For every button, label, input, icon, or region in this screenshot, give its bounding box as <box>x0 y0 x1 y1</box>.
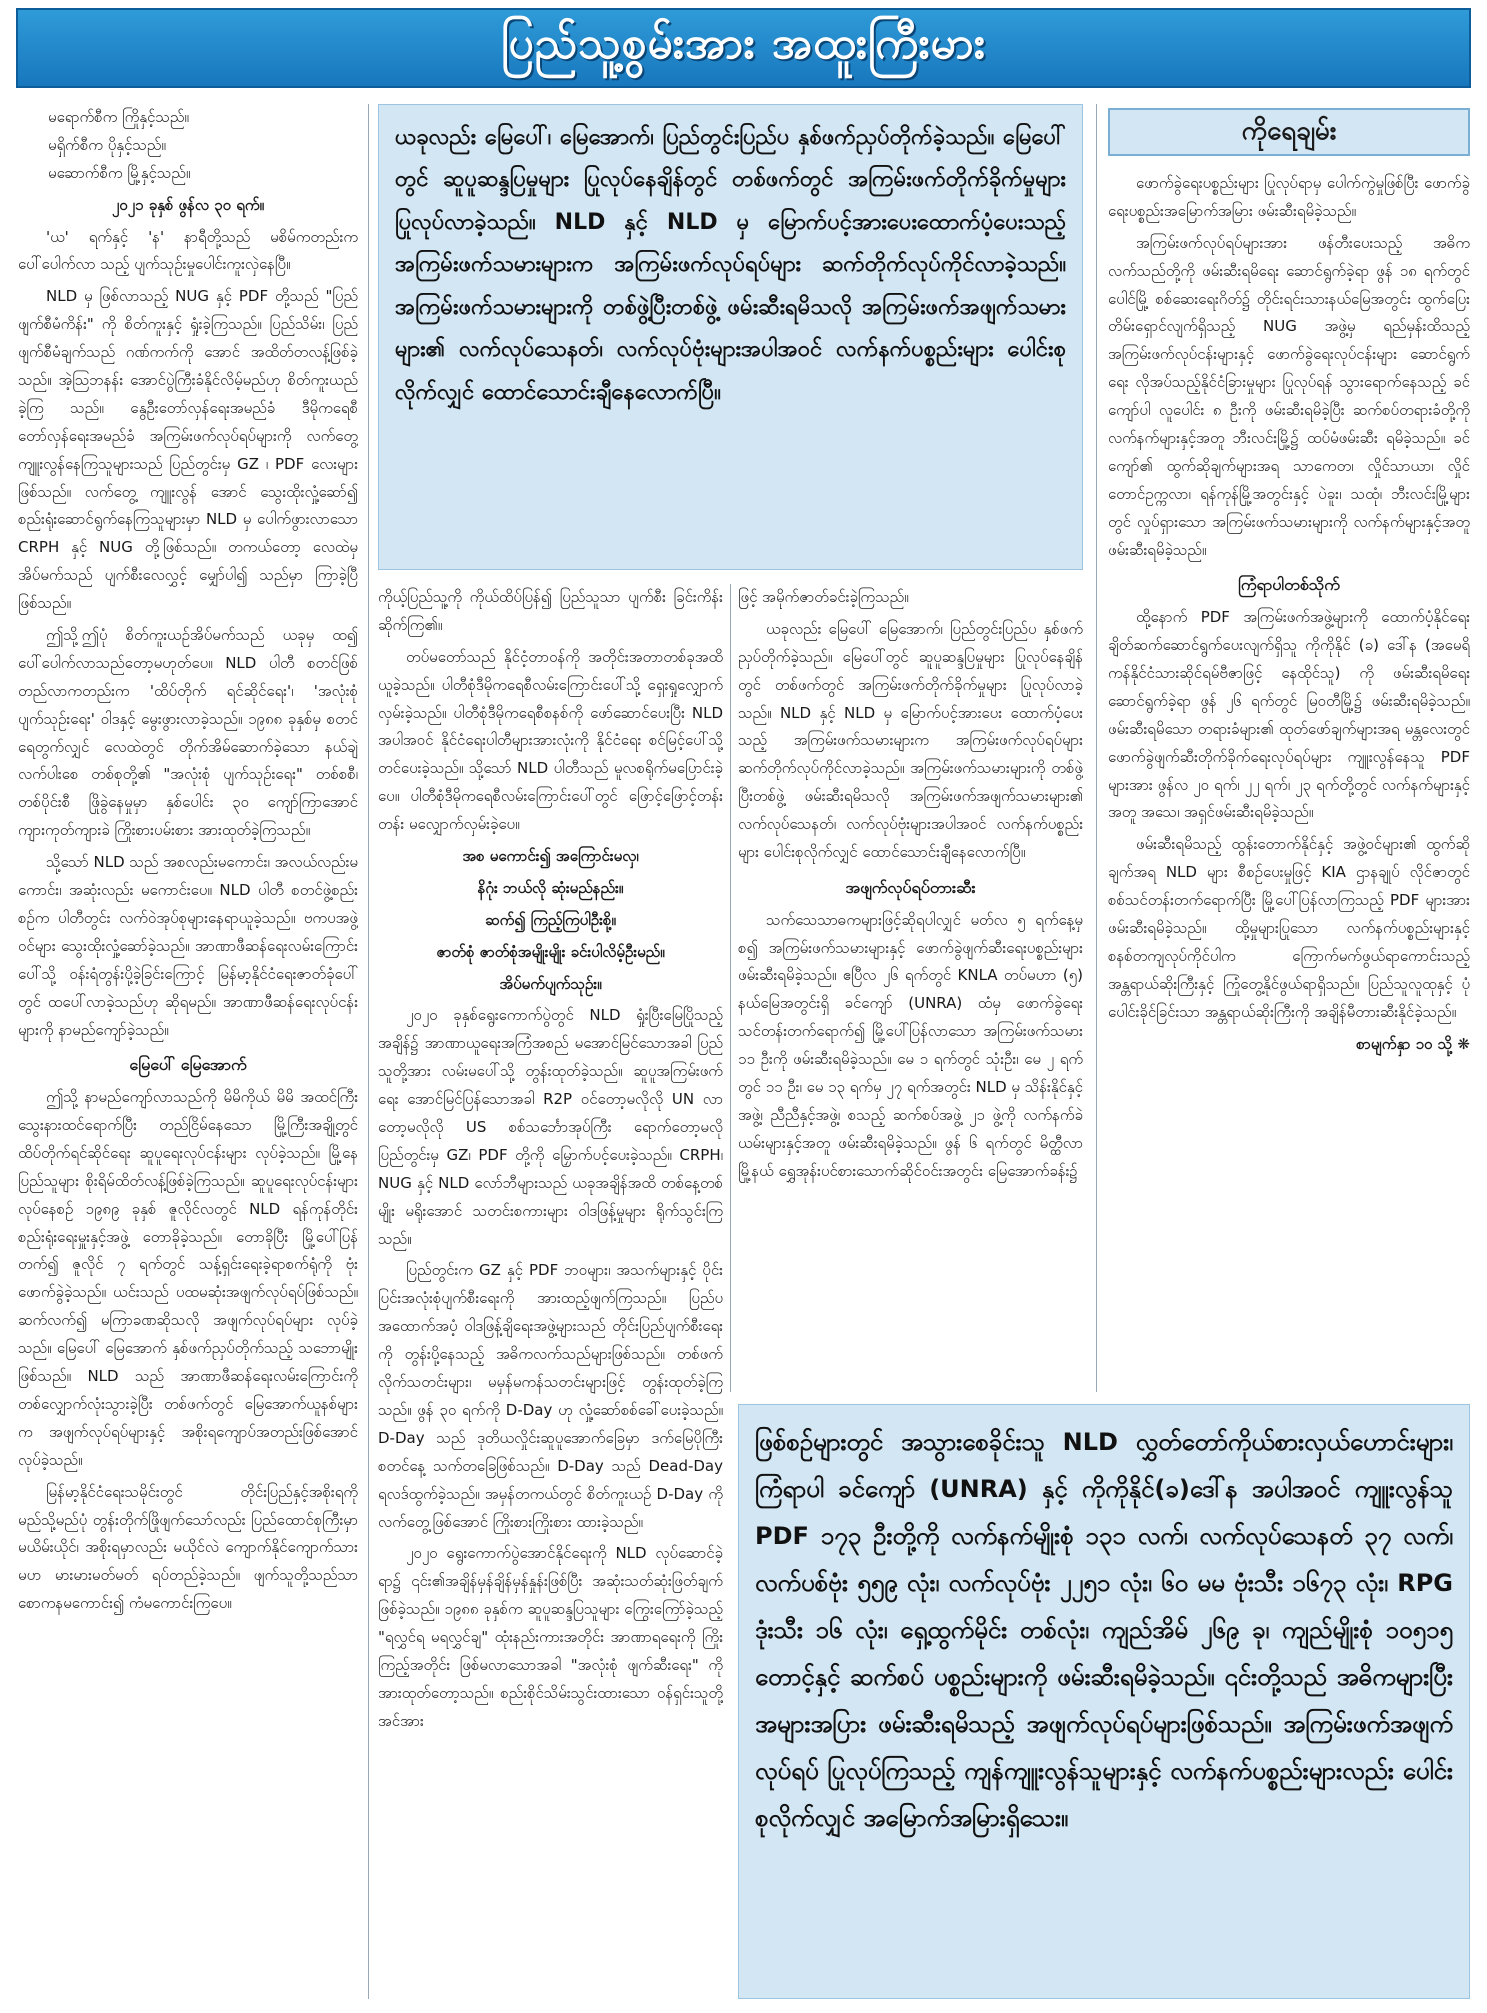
paragraph: သက်သေသာဓကများဖြင့်ဆိုရပါလျှင် မတ်လ ၅ ရက်နေ့မှစ၍ အကြမ်းဖက်သမားများနှင့် ဖောက်ခွဲဖျက်ဆီးရေးပစ္စည်းများ ဖမ်းဆီးရမိခဲ့သည်။ ဧပြီလ ၂၆ ရက်တွင် KNLA တပ်မဟာ (၅) နယ်မြေအတွင်းရှိ ခင်ကျော် (UNRA) ထံမှ ဖောက်ခွဲရေးသင်တန်းတက်ရောက်၍ မြို့ပေါ်ပြန်လာသော အကြမ်းဖက်သမား ၁၁ ဦးကို ဖမ်းဆီးရမိခဲ့သည်။ မေ ၁ ရက်တွင် သုံးဦး၊ မေ ၂ ရက်တွင် ၁၁ ဦး၊ မေ ၁၃ ရက်မှ ၂၇ ရက်အတွင်း NLD မှ သိန်းနိုင်နှင့်အဖွဲ့၊ ညီညီနှင့်အဖွဲ့၊ စသည့် ဆက်စပ်အဖွဲ့ ၂၁ ဖွဲ့ကို လက်နက်ခဲယမ်းများနှင့်အတူ ဖမ်းဆီးရမိခဲ့သည်။ ဖွန် ၆ ရက်တွင် မိတ္ထီလာမြို့နယ် ရွှေအုန်းပင်စားသောက်ဆိုင်ဝင်းအတွင်း မြေအောက်ခန်း၌ <box>738 910 1083 1180</box>
verse-line: ဆက်၍ ကြည့်ကြပါဦးစို့။ <box>485 910 616 929</box>
paragraph: အကြမ်းဖက်လုပ်ရပ်များအား ဖန်တီးပေးသည့် အဓိကလက်သည်တို့ကို ဖမ်းဆီးရမိရေး ဆောင်ရွက်ခဲ့ရာ ဖွန် ၁၈ ရက်တွင် ပေါင်မြို့ စစ်ဆေးရေးဂိတ်၌ တိုင်းရင်းသားနယ်မြေအတွင်း ထွက်ပြေးတိမ်းရှောင်လျက်ရှိသည့် NUG အဖွဲ့မှ ရည်မှန်းထိသည့် အကြမ်းဖက်လုပ်ငန်းများနှင့် ဖောက်ခွဲရေးလုပ်ငန်းများ ဆောင်ရွက်ရေး လိုအပ်သည့်နိုင်ငံခြားမှုများ ပြုလုပ်ရန် သွားရောက်နေသည့် ခင်ကျော်ပါ လူပေါင်း ၈ ဦးကို ဖမ်းဆီးရမိခဲ့ပြီး ဆက်စပ်တရားခံတို့ကို လက်နက်များနှင့်အတူ ဘီးလင်းမြို့၌ ထပ်မံဖမ်းဆီး ရမိခဲ့သည်။ ခင်ကျော်၏ ထွက်ဆိုချက်များအရ သာကေတ၊ လှိုင်သာယာ၊ လှိုင် တောင်ဥက္ကလာ၊ ရန်ကုန်မြို့အတွင်းနှင့် ပဲခူး၊ သထုံ၊ ဘီးလင်းမြို့များတွင် လှုပ်ရှားသော အကြမ်းဖက်သမားများကို လက်နက်များနှင့်အတူ ဖမ်းဆီးရမိခဲ့သည်။ <box>1108 233 1470 559</box>
article-date: ၂၀၂၁ ခုနှစ် ဖွန်လ ၃၀ ရက်။ <box>111 195 265 214</box>
column-divider <box>730 584 731 1392</box>
paragraph: ၂၀၂၀ ခုနှစ်ရွေးကောက်ပွဲတွင် NLD ရှုံးပြီးမြေပြိုသည့်အချိန်၌ အာဏာယူရေးအကြံအစည် မအောင်မြင်သောအခါ ပြည်သူတို့အား လမ်းမပေါ်သို့ တွန်းထုတ်ခဲ့သည်။ ဆူပူအကြမ်းဖက်ရေး အောင်မြင်ပြန်သောအခါ R2P ဝင်တော့မလိုလို UN လာတော့မလိုလို US စစ်သင်္ဘောအုပ်ကြီး ရောက်တော့မလို ပြည်တွင်းမှ GZ၊ PDF တို့ကို မြှောက်ပင့်ပေးခဲ့သည်။ CRPH၊ NUG နှင့် NLD လော်ဘီများသည် ယခုအချိန်အထိ တစ်နေ့တစ်မျိုး မရိုးအောင် သတင်းစကားများ ဝါဒဖြန့်မှုများ ရိုက်သွင်းကြသည်။ <box>378 1006 723 1248</box>
verse-line: မရှိက်စီက ပိုနှင့်သည်။ <box>48 135 166 154</box>
subheading: ကြံရာပါတစ်သိုက် <box>1238 575 1340 595</box>
continued-on-page: စာမျက်နှာ ၁၀ သို့ ❋ <box>1356 1034 1470 1053</box>
paragraph: ဖမ်းဆီးရမိသည့် ထွန်းတောက်နိုင်နှင့် အဖွဲ့ဝင်များ၏ ထွက်ဆိုချက်အရ NLD များ စီစဉ်ပေးမှုဖြင့် KIA ဌာနချုပ် လိုင်ဇာတွင် စစ်သင်တန်းတက်ရောက်ပြီး မြို့ပေါ်ပြန်လာကြသည့် PDF များအား ဖမ်းဆီးရမိခဲ့သည်။ ထို့မှုများပြုသော လက်နက်ပစ္စည်းများနှင့် စနစ်တကျလုပ်ကိုင်ပါက ကြောက်မက်ဖွယ်ရာကောင်းသည့် အန္တရာယ်ဆိုးကြီးနှင့် ကြုံတွေ့နိုင်ဖွယ်ရာရှိသည်။ ပြည်သူလူထုနှင့် ပုံပေါင်းခိုင်ခြင်းသာ အန္တရာယ်ဆိုးကြီးကို အချိန်မီတားဆီးနိုင်ခဲ့သည်။ <box>1108 835 1470 1021</box>
author-name: ကိုရေချမ်း <box>1241 115 1337 146</box>
headline-title: ပြည်သူ့စွမ်းအား အထူးကြီးမား <box>501 18 986 69</box>
verse-line: ဇာတ်စုံ ဇာတ်စုံအမျိုးမျိုး ခင်းပါလိမ့်ဦးမည်။ <box>436 942 665 961</box>
article-column-4 <box>1108 170 1470 1385</box>
paragraph: ဤသို့ နာမည်ကျော်လာသည်ကို မိမိကိုယ် မိမိ အထင်ကြီး သွေးနားထင်ရောက်ပြီး တည်ငြိမ်နေသော မြို့ကြီးအချို့တွင် ထိပ်တိုက်ရင်ဆိုင်ရေး ဆူပူရေးလုပ်ငန်းများ လုပ်ခဲ့သည်။ မြို့နေပြည်သူများ စိုးရိမ်ထိတ်လန့်ဖြစ်ခဲ့ကြသည်။ ဆူပူရေးလုပ်ငန်းများလုပ်နေစဉ် ၁၉၈၉ ခုနှစ် ဇူလိုင်လတွင် NLD ရန်ကုန်တိုင်းစည်းရုံးရေးမှူးနှင့်အဖွဲ့ တောခိုခဲ့သည်။ တောခိုပြီး မြို့ပေါ်ပြန်တက်၍ ဇူလိုင် ၇ ရက်တွင် သန့်ရှင်းရေးခဲ့ရာစက်ရုံကို ဗုံးဖောက်ခွဲခဲ့သည်။ ယင်းသည် ပထမဆုံးအဖျက်လုပ်ရပ်ဖြစ်သည်။ ဆက်လက်၍ မကြာခဏဆိုသလို အဖျက်လုပ်ရပ်များ လုပ်ခဲ့သည်။ မြေပေါ် မြေအောက် နှစ်ဖက်ညှပ်တိုက်သည့် သဘောမျိုးဖြစ်သည်။ NLD သည် အာဏာဖီဆန်ရေးလမ်းကြောင်းကို တစ်လျှောက်လုံးသွားခဲ့ပြီး တစ်ဖက်တွင် မြေအောက်ယူနစ်များက အဖျက်လုပ်ရပ်များနှင့် အစိုးရကျောပ်အတည်းဖြစ်အောင် လုပ်ခဲ့သည်။ <box>18 1088 358 1469</box>
callout-text: ဖြစ်စဉ်များတွင် အသွားစေခိုင်းသူ NLD လွှတ်တော်ကိုယ်စားလှယ်ဟောင်းများ၊ ကြံရာပါ ခင်ကျော် (UNRA) နှင့် ကိုကိုနိုင်(ခ)ဒေါ်န အပါအဝင် ကျူးလွန်သူ PDF ၁၇၃ ဦးတို့ကို လက်နက်မျိုးစုံ ၁၃၁ လက်၊ လက်လုပ်သေနတ် ၃၇ လက်၊ လက်ပစ်ဗုံး ၅၅၉ လုံး၊ လက်လုပ်ဗုံး ၂၂၅၁ လုံး၊ ၆၀ မမ ဗုံးသီး ၁၆၇၃ လုံး၊ RPG ဒုံးသီး ၁၆ လုံး၊ ရှေ့ထွက်မိုင်း တစ်လုံး၊ ကျည်အိမ် ၂၆၉ ခု၊ ကျည်မျိုးစုံ ၁၀၅၁၅ တောင့်နှင့် ဆက်စပ် ပစ္စည်းများကို ဖမ်းဆီးရမိခဲ့သည်။ ၎င်းတို့သည် အဓိကများပြီး အများအပြား ဖမ်းဆီးရမိသည့် အဖျက်လုပ်ရပ်များဖြစ်သည်။ အကြမ်းဖက်အဖျက်လုပ်ရပ် ပြုလုပ်ကြသည့် ကျန်ကျူးလွန်သူများနှင့် လက်နက်ပစ္စည်းများလည်း ပေါင်းစုလိုက်လျှင် အမြောက်အမြားရှိသေး။ <box>755 1428 1453 1833</box>
paragraph: သို့သော် NLD သည် အစလည်းမကောင်း၊ အလယ်လည်းမကောင်း၊ အဆုံးလည်း မကောင်းပေ။ NLD ပါတီ စတင်ဖွဲ့စည်းစဉ်က ပါတီတွင်း လက်ဝဲအုပ်စုများနေရာယူခဲ့သည်။ ဗကပအဖွဲ့ဝင်များ သွေးထိုးလှုံ့ဆော်ခဲ့သည်။ အာဏာဖီဆန်ရေးလမ်းကြောင်းပေါ်သို့ ဝန်းရံတွန်းပို့ခဲ့ခြင်းကြောင့် မြန်မာ့နိုင်ငံရေးဇာတ်ခုံပေါ်တွင် ထပေါ်လာခဲ့သည်ဟု ဆိုရမည်။ အာဏာဖီဆန်ရေးလုပ်ငန်းများကို နာမည်ကျော်ခဲ့သည်။ <box>18 853 358 1039</box>
verse-line: မဆောက်စီက မြို့နှင့်သည်။ <box>48 163 191 182</box>
article-column-3 <box>738 584 1083 1392</box>
paragraph: ယခုလည်း မြေပေါ် မြေအောက်၊ ပြည်တွင်းပြည်ပ နှစ်ဖက်ညှပ်တိုက်ခဲ့သည်။ မြေပေါ်တွင် ဆူပူဆန္ဒပြမှုများ ပြုလုပ်နေချိန်တွင် တစ်ဖက်တွင် အကြမ်းဖက်တိုက်ခိုက်မှုများ ပြုလုပ်လာခဲ့သည်။ NLD နှင့် NLD မှ မြောက်ပင့်အားပေး ထောက်ပံ့ပေးသည့် အကြမ်းဖက်သမားများက အကြမ်းဖက်လုပ်ရပ်များ ဆက်တိုက်လုပ်ကိုင်လာခဲ့သည်။ အကြမ်းဖက်သမားများကို တစ်ဖွဲ့ပြီးတစ်ဖွဲ့ ဖမ်းဆီးရမိသလို အကြမ်းဖက်အဖျက်သမားများ၏ လက်လုပ်သေနတ်၊ လက်လုပ်ဗုံးများအပါအဝင် လက်နက်ပစ္စည်းများ ပေါင်းစုလိုက်လျှင် ထောင်သောင်းချီနေလောက်ပြီ။ <box>738 619 1083 862</box>
verse-line: နိဂုံး ဘယ်လို ဆုံးမည်နည်း။ <box>477 878 624 897</box>
paragraph: ၂၀၂၀ ရွေးကောက်ပွဲအောင်နိုင်ရေးကို NLD လုပ်ဆောင်ခဲ့ရာ၌ ၎င်း၏အချိန်မှန်ချိန်မှန်နှုန်းဖြစ်ပြီး အဆုံးသတ်ဆုံးဖြတ်ချက် ဖြစ်ခဲ့သည်။ ၁၉၈၈ ခုနှစ်က ဆူပူဆန္ဒပြသူများ ကြွေးကြော်ခဲ့သည့် "ရလွှင်ရ မရလွှင်ချ" ထုံးနည်းကားအတိုင်း အာဏာရရေးကို ကြိုးကြည့်အတိုင်း ဖြစ်မလာသောအခါ "အလုံးစုံ ဖျက်ဆီးရေး" ကို အားထုတ်တော့သည်။ စည်းစိုင်သိမ်းသွင်းထားသော ဝန်ရှင်းသူတို့အင်အား <box>378 1544 723 1730</box>
paragraph: ဤသို့ဤပုံ စိတ်ကူးယဉ်အိပ်မက်သည် ယခုမှ ထ၍ ပေါ်ပေါက်လာသည်တော့မဟုတ်ပေ။ NLD ပါတီ စတင်ဖြစ်တည်လာကတည်းက 'ထိပ်တိုက် ရင်ဆိုင်ရေး'၊ 'အလုံးစုံပျက်သုဉ်းရေး' ဝါဒနှင့် မွေးဖွားလာခဲ့သည်။ ၁၉၈၈ ခုနှစ်မှ စတင်ရေတွက်လျှင် လေထဲတွင် တိုက်အိမ်ဆောက်ခဲ့သော နယ်ချဲ့ လက်ပါးစေ တစ်စုတို့၏ "အလုံးစုံ ပျက်သုဉ်းရေး" တစ်စစီ၊ တစ်ပိုင်းစီ ဖြိုခွဲနေမှုမှာ နှစ်ပေါင်း ၃၀ ကျော်ကြာအောင် ကျားကုတ်ကျားခဲ ကြိုးစားပမ်းစား အားထုတ်ခဲ့ကြသည်။ <box>18 626 358 840</box>
article-column-2 <box>378 584 723 1999</box>
paragraph: 'ယ' ရက်နှင့် 'န' နာရီတို့သည် မစိမ်ကတည်းက ပေါ်ပေါက်လာ သည့် ပျက်သုဉ်းမှုပေါင်းကူးလှဲနေပြီ။ <box>18 227 358 274</box>
paragraph: တပ်မတော်သည် နိုင်ငံ့တာဝန်ကို အတိုင်းအတာတစ်ခုအထိ ယူခဲ့သည်။ ပါတီစုံဒီမိုကရေစီလမ်းကြောင်းပေါ်သို့ ရှေးရှုလျှောက်လှမ်းခဲ့သည်။ ပါတီစုံဒီမိုကရေစီစနစ်ကို ဖော်ဆောင်ပေးပြီး NLD အပါအဝင် နိုင်ငံရေးပါတီများအားလုံးကို နိုင်ငံရေး စင်မြင့်ပေါ်သို့ တင်ပေးခဲ့သည်။ သို့သော် NLD ပါတီသည် မူလစရိုက်မပြောင်းခဲ့ပေ။ ပါတီစုံဒီမိုကရေစီလမ်းကြောင်းပေါ်တွင် ဖြောင့်ဖြောင့်တန်းတန်း မလျှောက်လှမ်းခဲ့ပေ။ <box>378 647 723 834</box>
paragraph: NLD မှ ဖြစ်လာသည့် NUG နှင့် PDF တို့သည် "ပြည်ဖျက်စီမံကိန်း" ကို စိတ်ကူးနှင့် ရှုံးခဲ့ကြသည်။ ပြည်သိမ်း၊ ပြည်ဖျက်စီမံချက်သည် ဂဏ်ကက်ကို အောင် အထိတ်တလန့်ဖြစ်ခဲ့သည်။ အဲ့ဩဘနန်း အောင်ပွဲကြီးခံနိုင်လိမ့်မည်ဟု စိတ်ကူးယည်ခဲ့ကြ သည်။ နွေဦးတော်လှန်ရေးအမည်ခံ ဒီမိုကရေစီတော်လှန်ရေးအမည်ခံ အကြမ်းဖက်လုပ်ရပ်များကို လက်တွေ့ ကျူးလွန်နေကြသူများသည် ပြည်တွင်းမှ GZ ၊ PDF လေးများဖြစ်သည်။ လက်တွေ့ ကျူးလွန် အောင် သွေးထိုးလှုံ့ဆော်၍ စည်းရုံးဆောင်ရွက်နေကြသူများမှာ NLD မှ ပေါက်ဖွားလာသော CRPH နှင့် NUG တို့ဖြစ်သည်။ တကယ်တော့ လေထဲမှ အိပ်မက်သည် ပျက်စီးလေလွှင့် မျှော်ပါ၍ သည်မှာ ကြာခဲ့ပြီဖြစ်သည်။ <box>18 287 358 613</box>
lead-summary-box <box>378 104 1083 570</box>
opening-verse <box>18 104 358 188</box>
verse-line: မရောက်စီက ကြိုနှင့်သည်။ <box>48 108 189 126</box>
headline-banner <box>16 8 1471 88</box>
article-column-1 <box>18 104 358 1999</box>
verse-line: အိပ်မက်ပျက်သုဉ်း။ <box>499 974 602 993</box>
paragraph: ဖြင့် အမိုက်ဇာတ်ခင်းခဲ့ကြသည်။ <box>738 588 909 606</box>
statistics-callout-box <box>738 1404 1470 1999</box>
verse-block <box>378 843 723 998</box>
paragraph: ဖောက်ခွဲရေးပစ္စည်းများ ပြုလုပ်ရာမှ ပေါက်ကွဲမှုဖြစ်ပြီး ဖောက်ခွဲရေးပစ္စည်းအမြောက်အမြား ဖမ်းဆီးရမိခဲ့သည်။ <box>1108 174 1470 220</box>
column-divider <box>368 104 369 1999</box>
paragraph: မြန်မာ့နိုင်ငံရေးသမိုင်းတွင် တိုင်းပြည်နှင့်အစိုးရကို မည်သို့မည်ပုံ တွန်းတိုက်ဖြိုဖျက်သော်လည်း ပြည်ထောင်စုကြီးမှာ မယိမ်းယိုင်၊ အစိုးရမှာလည်း မယိုင်လဲ ကျောက်နိုင်ကျောက်သားမပာ မားမားမတ်မတ် ရပ်တည်ခဲ့သည်။ ဖျက်သူတို့သည်သာ စောကနမကောင်း၍ ကံမကောင်းကြပေ။ <box>18 1482 358 1613</box>
column-divider <box>1096 104 1097 1392</box>
lead-text: ယခုလည်း မြေပေါ်၊ မြေအောက်၊ ပြည်တွင်းပြည်ပ နှစ်ဖက်ညှပ်တိုက်ခဲ့သည်။ မြေပေါ်တွင် ဆူပူဆန္ဒပြမှုများ ပြုလုပ်နေချိန်တွင် တစ်ဖက်တွင် အကြမ်းဖက်တိုက်ခိုက်မှုများ ပြုလုပ်လာခဲ့သည်။ NLD နှင့် NLD မှ မြောက်ပင့်အားပေးထောက်ပံ့ပေးသည့် အကြမ်းဖက်သမားများက အကြမ်းဖက်လုပ်ရပ်များ ဆက်တိုက်လုပ်ကိုင်လာခဲ့သည်။ အကြမ်းဖက်သမားများကို တစ်ဖွဲ့ပြီးတစ်ဖွဲ့ ဖမ်းဆီးရမိသလို အကြမ်းဖက်အဖျက်သမားများ၏ လက်လုပ်သေနတ်၊ လက်လုပ်ဗုံးများအပါအဝင် လက်နက်ပစ္စည်းများ ပေါင်းစုလိုက်လျှင် ထောင်သောင်းချီနေလောက်ပြီ။ <box>395 125 1066 405</box>
subheading: မြေပေါ် မြေအောက် <box>129 1055 247 1075</box>
paragraph: ပြည်တွင်းက GZ နှင့် PDF ဘဝများ၊ အသက်များနှင့် ပိုင်းပြင်းအလုံးစုံပျက်စီးရေးကို အားထည့်ဖျက်ကြသည်။ ပြည်ပအထောက်အပံ့ ဝါဒဖြန့်ချိရေးအဖွဲ့များသည် တိုင်းပြည်ပျက်စီးရေးကို တွန်းပို့နေသည့် အဓိကလက်သည်များဖြစ်သည်။ တစ်ဖက်လိုက်သတင်းများ၊ မမှန်မကန်သတင်းများဖြင့် တွန်းထုတ်ခဲ့ကြသည်။ ဖွန် ၃၀ ရက်ကို D-Day ဟု လှုံ့ဆော်စစ်ခေါ်ပေးခဲ့သည်။ D-Day သည် ဒုတိယလှိုင်းဆူပူအောက်ခြေမှာ ဒက်မြေပိုကြီးစတင်နေ့ သက်တခြေဖြစ်သည်။ D-Day သည် Dead-Day ရလဒ်ထွက်ခဲ့သည်။ အမှန်တကယ်တွင် စိတ်ကူးယဉ် D-Day ကို လက်တွေ့ဖြစ်အောင် ကြိုးစားကြိုးစား ထားခဲ့သည်။ <box>378 1261 723 1531</box>
verse-line: အစ မကောင်း၍ အကြောင်းမလှ၊ <box>462 847 639 866</box>
paragraph: ကိုယ့်ပြည်သူ့ကို ကိုယ်ထိပ်ပြန်၍ ပြည်သူသာ ပျက်စီး ခြင်းကိန်း ဆိုက်ကြ၏။ <box>378 588 723 634</box>
paragraph: ထို့နောက် PDF အကြမ်းဖက်အဖွဲ့များကို ထောက်ပံ့နိုင်ရေး ချိတ်ဆက်ဆောင်ရွက်ပေးလျက်ရှိသူ ကိုကိုနိုင် (ခ) ဒေါ်န (အမေရိကန်နိုင်ငံသားဆိုင်ရမ်ဗီဇာဖြင့် နေထိုင်သူ) ကို ဖမ်းဆီးရမိရေး ဆောင်ရွက်ခဲ့ရာ ဖွန် ၂၆ ရက်တွင် မြဝတီမြို့၌ ဖမ်းဆီးရမိခဲ့သည်။ ဖမ်းဆီးရမိသော တရားခံများ၏ ထုတ်ဖော်ချက်များအရ မန္တလေးတွင် ဖောက်ခွဲဖျက်ဆီးတိုက်ခိုက်ရေးလုပ်ရပ်များ ကျူးလွန်နေသူ PDF များအား ဖွန်လ ၂၀ ရက်၊ ၂၂ ရက်၊ ၂၃ ရက်တို့တွင် လက်နက်များနှင့်အတူ အသေ၊ အရှင်ဖမ်းဆီးရမိခဲ့သည်။ <box>1108 608 1470 822</box>
author-byline-box <box>1108 108 1470 156</box>
subheading: အဖျက်လုပ်ရပ်တားဆီး <box>845 877 976 897</box>
